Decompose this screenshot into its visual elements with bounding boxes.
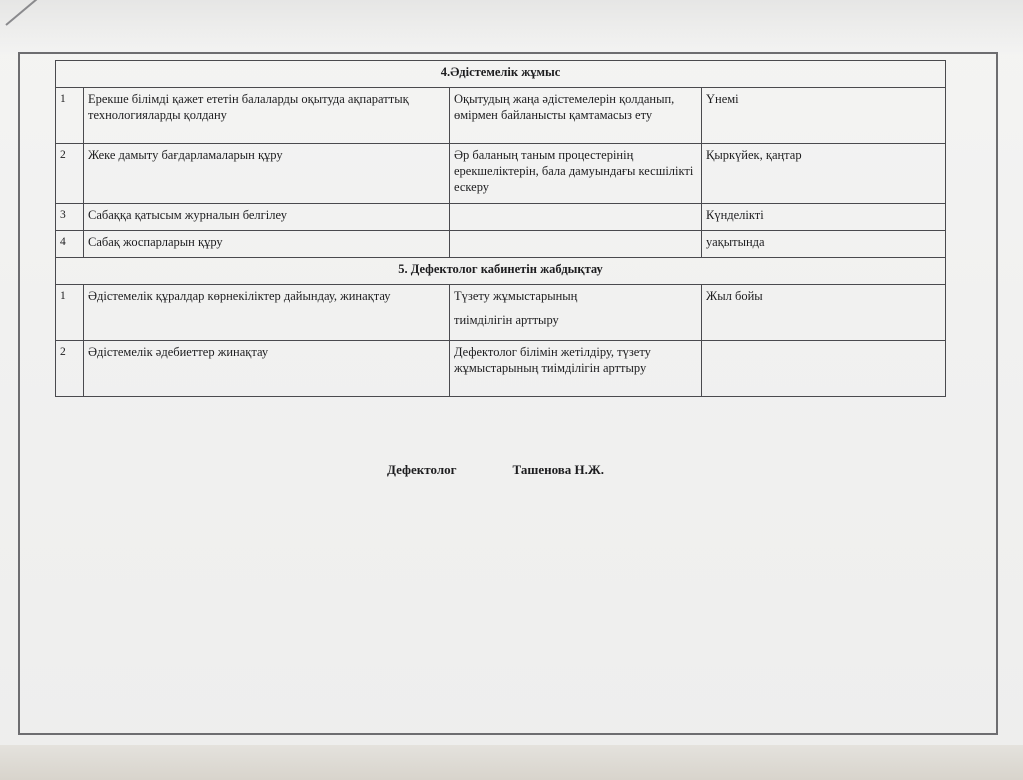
section-title-cabinet-equipment: 5. Дефектолог кабинетін жабдықтау — [56, 258, 946, 285]
table-row — [56, 285, 946, 341]
goal-cell: Дефектолог білімін жетілдіру, түзету жұмыстарының тиімділігін арттыру — [450, 341, 702, 397]
row-number: 1 — [56, 88, 84, 144]
row-number: 3 — [56, 204, 84, 231]
time-cell: Жыл бойы — [702, 285, 946, 341]
time-cell: Күнделікті — [702, 204, 946, 231]
row-number: 2 — [56, 341, 84, 397]
goal-cell — [450, 285, 702, 341]
task-cell: Сабақ жоспарларын құру — [84, 231, 450, 258]
task-cell: Жеке дамыту бағдарламаларын құру — [84, 144, 450, 204]
table-row — [56, 341, 946, 397]
table-row — [56, 144, 946, 204]
signature-block — [387, 462, 604, 478]
task-cell: Сабаққа қатысым журналын белгілеу — [84, 204, 450, 231]
work-plan-table — [55, 60, 946, 397]
goal-cell — [450, 231, 702, 258]
row-number: 4 — [56, 231, 84, 258]
task-cell: Ерекше білімді қажет ететін балаларды оқытуда ақпараттық технологияларды қолдану — [84, 88, 450, 144]
goal-line: Түзету жұмыстарының — [454, 289, 578, 303]
signature-role: Дефектолог — [387, 462, 457, 477]
task-cell: Әдістемелік әдебиеттер жинақтау — [84, 341, 450, 397]
task-cell: Әдістемелік құралдар көрнекіліктер дайындау, жинақтау — [84, 285, 450, 341]
time-cell: Үнемі — [702, 88, 946, 144]
row-number: 1 — [56, 285, 84, 341]
signature-name: Ташенова Н.Ж. — [512, 462, 605, 477]
desk-background-strip — [0, 745, 1023, 780]
time-cell: уақытында — [702, 231, 946, 258]
goal-line: тиімділігін арттыру — [454, 313, 559, 327]
goal-cell: Оқытудың жаңа әдістемелерін қолданып, өмірмен байланысты қамтамасыз ету — [450, 88, 702, 144]
goal-cell: Әр баланың таным процестерінің ерекшеліктерін, бала дамуындағы кесшілікті ескеру — [450, 144, 702, 204]
table-row — [56, 88, 946, 144]
goal-cell — [450, 204, 702, 231]
table-row — [56, 204, 946, 231]
time-cell — [702, 341, 946, 397]
row-number: 2 — [56, 144, 84, 204]
section-title-methodical-work: 4.Әдістемелік жұмыс — [56, 61, 946, 88]
top-shadow — [0, 0, 1023, 55]
section-header-row — [56, 61, 946, 88]
table-row — [56, 231, 946, 258]
section-header-row — [56, 258, 946, 285]
time-cell: Қыркүйек, қаңтар — [702, 144, 946, 204]
